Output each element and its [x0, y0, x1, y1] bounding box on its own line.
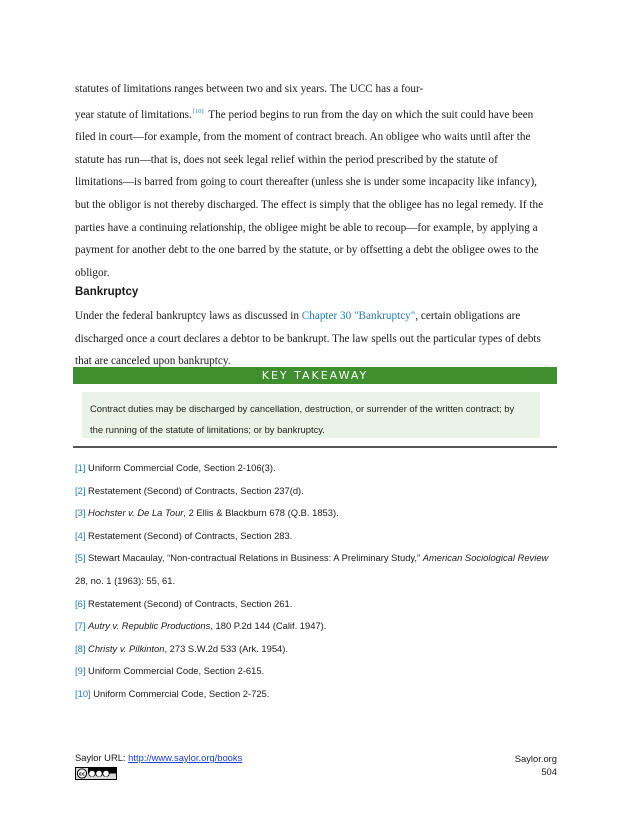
endnote-number-link[interactable]: [8]: [75, 642, 86, 654]
endnote-item: [75, 615, 555, 638]
endnote-text: Restatement (Second) of Contracts, Section 283.: [88, 529, 293, 541]
key-takeaway-banner: [73, 367, 557, 384]
body-line: parties have a continuing relationship, the obligee might be able to recoup—for example, by applying a: [75, 221, 538, 234]
endnote-text: Stewart Macaulay, “Non-contractual Relations in Business: A Preliminary Study,”: [88, 552, 423, 564]
page-number: 504: [541, 766, 557, 777]
key-takeaway-text: the running of the statute of limitations; or by bankruptcy.: [90, 424, 325, 435]
chapter-30-link[interactable]: Chapter 30 "Bankruptcy": [301, 310, 416, 322]
endnote-item: [75, 457, 555, 480]
body-line: statute has run—that is, does not seek legal relief within the period prescribed by the statute of: [75, 153, 498, 166]
endnote-number-link[interactable]: [9]: [75, 665, 86, 677]
body-line: that are canceled upon bankruptcy.: [75, 355, 231, 368]
body-line: but the obligor is not thereby discharged. The effect is simply that the obligee has no legal remedy. If the: [75, 198, 544, 211]
key-takeaway-text: Contract duties may be discharged by cancellation, destruction, or surrender of the written contract; by: [90, 403, 515, 414]
body-line: limitations—is barred from going to court thereafter (unless she is under some incapacity like infancy),: [75, 176, 537, 189]
endnote-text: Restatement (Second) of Contracts, Section 237(d).: [88, 484, 304, 496]
endnote-text: , 2 Ellis & Blackburn 678 (Q.B. 1853).: [183, 507, 339, 519]
bankruptcy-paragraph: [75, 305, 555, 373]
footer-site-and-page: [515, 752, 557, 778]
cc-by-nc-sa-icon: [76, 768, 116, 779]
endnote-text: , 273 S.W.2d 533 (Ark. 1954).: [164, 642, 288, 654]
endnote-number-link[interactable]: [2]: [75, 484, 86, 496]
body-line: discharged once a court declares a debtor to be bankrupt. The law spells out the particular types of debts: [75, 332, 541, 345]
body-line: [75, 101, 555, 127]
endnote-number-link[interactable]: [7]: [75, 620, 86, 632]
endnote-text: Restatement (Second) of Contracts, Section 261.: [88, 597, 293, 609]
body-line: obligor.: [75, 266, 110, 279]
endnote-number-link[interactable]: [1]: [75, 462, 86, 473]
body-line: filed in court—for example, from the moment of contract breach. An obligee who waits until after the: [75, 131, 531, 144]
body-line: statutes of limitations ranges between two and six years. The UCC has a four-: [75, 83, 424, 95]
endnote-text: Uniform Commercial Code, Section 2-615.: [88, 665, 265, 677]
endnote-number-link[interactable]: [5]: [75, 552, 86, 564]
footnote-ref-10[interactable]: [10]: [192, 107, 204, 115]
key-takeaway-box: [82, 392, 540, 438]
body-line: payment for another debt to the one barred by the statute, or by offsetting a debt the obligee owes to the: [75, 244, 539, 257]
endnote-journal-name: American Sociological Review: [422, 552, 549, 564]
endnote-case-name: Hochster v. De La Tour: [88, 507, 184, 519]
endnote-item: [75, 660, 555, 683]
footer-url-label: Saylor URL:: [75, 752, 129, 763]
footer-url-line: [75, 752, 242, 763]
section-heading-bankruptcy: Bankruptcy: [75, 286, 139, 298]
endnote-number-link[interactable]: [10]: [75, 687, 91, 699]
endnote-text: , 180 P.2d 144 (Calif. 1947).: [210, 620, 327, 632]
body-line-text: The period begins to run from the day on which the suit could have been: [208, 108, 534, 121]
endnote-item: [75, 638, 555, 661]
endnotes-list: [75, 457, 555, 706]
key-takeaway-title: KEY TAKEAWAY: [261, 369, 369, 382]
statute-of-limitations-paragraph: [75, 78, 555, 284]
endnote-item: [75, 525, 555, 548]
endnote-text: Uniform Commercial Code, Section 2-106(3).: [88, 462, 276, 473]
endnote-case-name: Christy v. Pilkinton: [88, 642, 165, 654]
endnote-item: [75, 683, 555, 706]
endnote-case-name: Autry v. Republic Productions: [88, 620, 211, 632]
endnote-item: [75, 547, 555, 592]
body-line-text: , certain obligations are: [415, 310, 521, 322]
endnote-item: [75, 593, 555, 616]
cc-license-badge[interactable]: [75, 767, 117, 780]
body-line: [75, 305, 555, 328]
endnote-number-link[interactable]: [6]: [75, 597, 86, 609]
saylor-books-link[interactable]: http://www.saylor.org/books: [128, 752, 243, 763]
body-line-text: year statute of limitations.: [75, 108, 192, 121]
endnote-text: 28, no. 1 (1963): 55, 61.: [75, 574, 176, 586]
svg-text:cc: cc: [79, 771, 85, 778]
footer-site-name: Saylor.org: [514, 753, 557, 764]
endnote-number-link[interactable]: [4]: [75, 529, 86, 541]
endnote-item: [75, 480, 555, 503]
endnote-number-link[interactable]: [3]: [75, 507, 86, 519]
endnote-item: [75, 502, 555, 525]
endnote-text: Uniform Commercial Code, Section 2-725.: [93, 687, 270, 699]
body-line-text: Under the federal bankruptcy laws as discussed in: [75, 310, 302, 322]
section-divider: [73, 446, 557, 448]
